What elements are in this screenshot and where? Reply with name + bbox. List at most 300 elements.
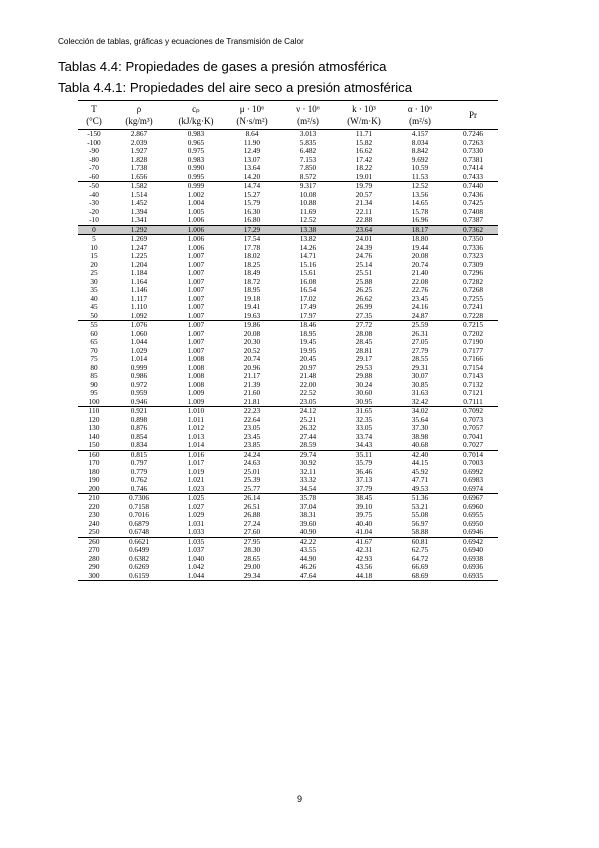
table-cell: 1.292	[130, 224, 148, 234]
table-cell: 120	[88, 414, 100, 424]
table-cell: 29.74	[299, 449, 317, 459]
table-cell: 14.20	[243, 171, 261, 181]
table-cell: 42.40	[411, 449, 429, 459]
table-cell: 26.99	[355, 302, 373, 311]
table-cell: 0.762	[130, 475, 148, 484]
table-cell: -70	[89, 163, 99, 172]
table-cell: 19.18	[243, 293, 261, 303]
table-cell: 2.867	[130, 129, 148, 138]
table-cell: 0.965	[187, 137, 205, 147]
table-cell: 1.029	[187, 510, 205, 519]
table-cell: 0.876	[130, 423, 148, 432]
table-cell: 23.85	[243, 440, 261, 449]
table-cell: 0.7092	[462, 406, 484, 415]
column-unit: (kg/m³)	[125, 116, 153, 126]
table-cell: 9.317	[299, 181, 317, 190]
table-cell: 0.7414	[462, 163, 484, 172]
table-cell: 30.60	[355, 388, 373, 397]
table-cell: 18.72	[243, 276, 261, 286]
table-cell: 35.64	[411, 414, 429, 424]
table-cell: 25.01	[243, 466, 261, 476]
table-cell: 1.004	[187, 198, 205, 207]
table-cell: 0.7121	[462, 388, 484, 397]
table-cell: 1.021	[187, 475, 205, 484]
table-cell: 44.90	[299, 553, 317, 563]
table-cell: 27.44	[299, 431, 317, 441]
table-cell: 1.008	[187, 354, 205, 363]
table-cell: 240	[88, 518, 100, 528]
table-cell: 0.6974	[462, 483, 484, 493]
table-cell: 45.92	[411, 466, 429, 476]
table-cell: 29.34	[243, 570, 261, 580]
table-cell: 60.81	[411, 536, 429, 546]
table-cell: 0.7041	[462, 431, 484, 441]
table-cell: 300	[88, 570, 100, 580]
table-cell: -100	[87, 137, 101, 147]
table-cell: 42.93	[355, 553, 373, 563]
table-cell: 0.7027	[462, 440, 484, 449]
table-cell: 0.7255	[462, 293, 484, 303]
table-cell: 0.7263	[462, 137, 484, 147]
table-cell: 30.07	[411, 371, 429, 380]
table-cell: 0.7228	[462, 310, 484, 320]
table-cell: 1.014	[187, 440, 205, 449]
table-cell: -50	[89, 181, 99, 190]
table-cell: 19.79	[355, 181, 373, 190]
table-row	[78, 312, 498, 321]
table-cell: 0.946	[130, 396, 148, 406]
table-cell: 17.29	[243, 224, 261, 234]
table-cell: 22.00	[299, 379, 317, 389]
table-cell: 18.95	[299, 328, 317, 338]
table-cell: 0.7003	[462, 458, 484, 467]
table-cell: 1.247	[130, 242, 148, 252]
table-cell: 0.6983	[462, 475, 484, 484]
table-cell: 0.7433	[462, 171, 484, 181]
table-cell: 1.008	[187, 371, 205, 380]
table-cell: 1.738	[130, 163, 148, 172]
table-cell: 0.7158	[128, 501, 150, 511]
table-cell: 0.7014	[462, 449, 484, 459]
table-cell: 0.6936	[462, 562, 484, 571]
running-header: Colección de tablas, gráficas y ecuaciones de Transmisión de Calor	[58, 37, 304, 46]
table-cell: 1.042	[187, 562, 205, 571]
table-cell: 18.02	[243, 251, 261, 260]
column-header	[336, 101, 392, 129]
table-cell: 26.31	[411, 328, 429, 338]
table-cell: 1.452	[130, 198, 148, 207]
table-cell: 29.31	[411, 362, 429, 372]
table-cell: 22.23	[243, 406, 261, 415]
table-cell: 0.7362	[462, 224, 484, 234]
table-cell: 24.39	[355, 242, 373, 252]
table-cell: 20.57	[355, 189, 373, 199]
column-unit: (kJ/kg·K)	[178, 116, 214, 126]
table-cell: 40.68	[411, 440, 429, 449]
table-cell: 28.59	[299, 440, 317, 449]
table-cell: 28.65	[243, 553, 261, 563]
table-cell: 1.007	[187, 251, 205, 260]
table-cell: 27.79	[411, 345, 429, 355]
table-cell: 32.42	[411, 396, 429, 406]
table-cell: 49.53	[411, 483, 429, 493]
table-cell: 20.30	[243, 337, 261, 346]
table-cell: 1.007	[187, 268, 205, 277]
table-cell: -20	[89, 206, 99, 216]
table-cell: 0.6938	[462, 553, 484, 563]
table-cell: 16.54	[299, 285, 317, 294]
table-cell: 0.7350	[462, 234, 484, 243]
table-cell: 10.08	[299, 189, 317, 199]
table-cell: 0.6992	[462, 466, 484, 476]
table-cell: 220	[88, 501, 100, 511]
air-properties-table	[78, 100, 498, 581]
table-cell: 40.90	[299, 527, 317, 536]
table-cell: 0.986	[130, 371, 148, 380]
table-cell: 1.204	[130, 259, 148, 269]
table-cell: 0.7282	[462, 276, 484, 286]
table-cell: 180	[88, 466, 100, 476]
table-cell: 28.81	[355, 345, 373, 355]
table-cell: 14.26	[299, 242, 317, 252]
table-cell: 65	[90, 337, 98, 346]
table-cell: 18.95	[243, 285, 261, 294]
table-cell: 1.007	[187, 302, 205, 311]
table-cell: 1.023	[187, 483, 205, 493]
table-cell: 0.7309	[462, 259, 484, 269]
table-cell: 39.10	[355, 501, 373, 511]
table-cell: 1.269	[130, 234, 148, 243]
table-cell: 27.95	[243, 536, 261, 546]
table-cell: 21.34	[355, 198, 373, 207]
table-cell: 0.999	[130, 362, 148, 372]
table-cell: 11.90	[243, 137, 261, 147]
table-cell: 22.08	[411, 276, 429, 286]
table-cell: 17.54	[243, 234, 261, 243]
table-cell: 26.51	[243, 501, 261, 511]
table-cell: 0.6940	[462, 545, 484, 554]
table-cell: 35.11	[355, 449, 373, 459]
column-unit: (m²/s)	[409, 116, 431, 126]
table-cell: 66.69	[411, 562, 429, 571]
table-cell: 1.007	[187, 259, 205, 269]
table-cell: 38.31	[299, 510, 317, 519]
table-cell: 1.009	[187, 388, 205, 397]
table-body	[78, 130, 498, 580]
table-cell: 10.88	[299, 198, 317, 207]
table-cell: 26.25	[355, 285, 373, 294]
table-cell: 0.7425	[462, 198, 484, 207]
table-cell: 60	[90, 328, 98, 338]
table-cell: 250	[88, 527, 100, 536]
column-symbol: ν · 10⁶	[296, 104, 320, 114]
table-cell: 50	[90, 310, 98, 320]
table-cell: 23.45	[243, 431, 261, 441]
table-cell: 1.656	[130, 171, 148, 181]
table-cell: 20.52	[243, 345, 261, 355]
table-cell: 3.013	[299, 129, 317, 138]
table-cell: -150	[87, 129, 101, 138]
table-cell: 35	[90, 285, 98, 294]
table-cell: 7.850	[299, 163, 317, 172]
table-cell: 26.14	[243, 493, 261, 502]
table-cell: 25.88	[355, 276, 373, 286]
table-cell: 34.02	[411, 406, 429, 415]
table-cell: 24.24	[243, 449, 261, 459]
table-cell: 29.17	[355, 354, 373, 363]
table-cell: 18.25	[243, 259, 261, 269]
table-cell: 39.60	[299, 518, 317, 528]
table-cell: 0.815	[130, 449, 148, 459]
table-row	[78, 216, 498, 225]
table-cell: 53.21	[411, 501, 429, 511]
table-cell: 15.27	[243, 189, 261, 199]
table-cell: 8.572	[299, 171, 317, 181]
table-cell: 19.44	[411, 242, 429, 252]
table-cell: 1.225	[130, 251, 148, 260]
table-cell: 270	[88, 545, 100, 554]
table-cell: 1.006	[187, 215, 205, 224]
table-cell: 0.7132	[462, 379, 484, 389]
table-cell: 30	[90, 276, 98, 286]
column-unit: (°C)	[86, 116, 102, 126]
table-cell: 70	[90, 345, 98, 355]
table-cell: 11.71	[355, 129, 373, 138]
table-cell: 0.6621	[128, 536, 150, 546]
table-cell: 19.01	[355, 171, 373, 181]
table-cell: 23.45	[411, 293, 429, 303]
table-cell: 150	[88, 440, 100, 449]
table-cell: 1.044	[130, 337, 148, 346]
column-header	[448, 101, 498, 129]
section-title: Tablas 4.4: Propiedades de gases a presión atmosférica	[58, 59, 387, 74]
table-cell: 30.95	[355, 396, 373, 406]
table-cell: 0.6748	[128, 527, 150, 536]
table-cell: 1.060	[130, 328, 148, 338]
table-cell: 21.48	[299, 371, 317, 380]
table-row	[78, 225, 498, 235]
column-header	[392, 101, 448, 129]
table-cell: 14.71	[299, 251, 317, 260]
table-cell: 29.00	[243, 562, 261, 571]
table-cell: 21.17	[243, 371, 261, 380]
table-cell: 1.019	[187, 466, 205, 476]
table-cell: 18.22	[355, 163, 373, 172]
column-symbol: α · 10⁶	[407, 104, 433, 114]
table-cell: -30	[89, 198, 99, 207]
table-cell: 22.52	[299, 388, 317, 397]
table-cell: 26.88	[243, 510, 261, 519]
table-cell: 1.006	[187, 242, 205, 252]
table-cell: 1.927	[130, 146, 148, 155]
table-cell: 51.36	[411, 493, 429, 502]
table-cell: 1.017	[187, 458, 205, 467]
table-cell: 0.7436	[462, 189, 484, 199]
table-cell: 1.005	[187, 206, 205, 216]
table-cell: 0.6159	[128, 570, 150, 580]
table-cell: 0.6499	[128, 545, 150, 554]
table-cell: 1.009	[187, 396, 205, 406]
table-cell: 75	[90, 354, 98, 363]
table-cell: 1.007	[187, 310, 205, 320]
table-cell: 27.24	[243, 518, 261, 528]
table-cell: 0.7296	[462, 268, 484, 277]
table-cell: 47.71	[411, 475, 429, 484]
table-cell: 35.79	[355, 458, 373, 467]
column-header	[110, 101, 168, 129]
table-cell: 42.22	[299, 536, 317, 546]
table-cell: 90	[90, 379, 98, 389]
table-cell: 55	[90, 320, 98, 329]
table-cell: 0.6935	[462, 570, 484, 580]
table-cell: 1.110	[130, 302, 148, 311]
table-cell: 5	[92, 234, 96, 243]
table-cell: 13.38	[299, 224, 317, 234]
column-unit: (m²/s)	[297, 116, 319, 126]
table-cell: 1.007	[187, 293, 205, 303]
table-cell: 29.88	[355, 371, 373, 380]
table-cell: 12.49	[243, 146, 261, 155]
table-cell: 14.65	[411, 198, 429, 207]
table-cell: 11.69	[299, 206, 317, 216]
table-cell: 0.7016	[128, 510, 150, 519]
table-cell: 110	[88, 406, 100, 415]
table-cell: 0.7073	[462, 414, 484, 424]
table-cell: 27.60	[243, 527, 261, 536]
table-cell: 16.80	[243, 215, 261, 224]
table-cell: 18.17	[411, 224, 429, 234]
table-cell: 1.092	[130, 310, 148, 320]
table-cell: 24.16	[411, 302, 429, 311]
column-symbol: k · 10³	[352, 104, 376, 114]
table-cell: 1.007	[187, 285, 205, 294]
table-cell: 1.007	[187, 337, 205, 346]
table-cell: 28.30	[243, 545, 261, 554]
table-cell: -80	[89, 154, 99, 164]
table-cell: 37.13	[355, 475, 373, 484]
table-cell: 12.52	[411, 181, 429, 190]
table-cell: 20.45	[299, 354, 317, 363]
table-cell: 27.05	[411, 337, 429, 346]
table-cell: 0.6942	[462, 536, 484, 546]
table-cell: 0.6946	[462, 527, 484, 536]
table-cell: 39.75	[355, 510, 373, 519]
table-cell: 12.52	[299, 215, 317, 224]
table-cell: 95	[90, 388, 98, 397]
table-cell: 45	[90, 302, 98, 311]
table-cell: 27.35	[355, 310, 373, 320]
table-cell: 30.92	[299, 458, 317, 467]
table-cell: 20.08	[243, 328, 261, 338]
table-cell: 17.49	[299, 302, 317, 311]
table-cell: 20.08	[411, 251, 429, 260]
table-cell: 8.034	[411, 137, 429, 147]
column-header	[280, 101, 336, 129]
table-row	[78, 173, 498, 182]
table-cell: 0.7190	[462, 337, 484, 346]
table-cell: 290	[88, 562, 100, 571]
table-cell: 15.78	[411, 206, 429, 216]
table-cell: 0.7246	[462, 129, 484, 138]
table-cell: 18.49	[243, 268, 261, 277]
table-row	[78, 572, 498, 581]
table-cell: 85	[90, 371, 98, 380]
column-header	[168, 101, 224, 129]
table-cell: 13.64	[243, 163, 261, 172]
table-cell: 0.921	[130, 406, 148, 415]
table-cell: 0	[92, 224, 96, 234]
table-cell: 0.7241	[462, 302, 484, 311]
table-cell: 47.64	[299, 570, 317, 580]
table-cell: 0.7408	[462, 206, 484, 216]
table-cell: 41.04	[355, 527, 373, 536]
table-cell: 0.7111	[463, 396, 483, 406]
table-cell: 26.62	[355, 293, 373, 303]
table-cell: 25.14	[355, 259, 373, 269]
table-cell: 20.97	[299, 362, 317, 372]
table-cell: 1.008	[187, 379, 205, 389]
table-cell: 21.81	[243, 396, 261, 406]
table-row	[78, 441, 498, 450]
table-cell: 22.64	[243, 414, 261, 424]
table-cell: -90	[89, 146, 99, 155]
table-cell: 0.7166	[462, 354, 484, 363]
table-cell: 20.74	[411, 259, 429, 269]
table-cell: 2.039	[130, 137, 148, 147]
table-cell: 1.037	[187, 545, 205, 554]
table-cell: 35.78	[299, 493, 317, 502]
table-cell: 24.87	[411, 310, 429, 320]
table-cell: 1.394	[130, 206, 148, 216]
table-cell: 38.45	[355, 493, 373, 502]
table-cell: 260	[88, 536, 100, 546]
table-cell: 62.75	[411, 545, 429, 554]
table-cell: 1.582	[130, 181, 148, 190]
table-cell: 0.7330	[462, 146, 484, 155]
table-cell: 80	[90, 362, 98, 372]
column-symbol: Pr	[468, 110, 477, 120]
table-cell: 0.746	[130, 483, 148, 493]
table-cell: 1.514	[130, 189, 148, 199]
table-cell: 41.67	[355, 536, 373, 546]
table-cell: 0.983	[187, 129, 205, 138]
table-cell: -40	[89, 189, 99, 199]
table-cell: 21.60	[243, 388, 261, 397]
table-cell: 24.63	[243, 458, 261, 467]
table-cell: 1.035	[187, 536, 205, 546]
table-cell: 1.076	[130, 320, 148, 329]
page-number: 9	[296, 794, 302, 804]
table-cell: 0.959	[130, 388, 148, 397]
table-cell: 15	[90, 251, 98, 260]
table-cell: 280	[88, 553, 100, 563]
table-cell: 6.482	[299, 146, 317, 155]
table-cell: 0.6382	[128, 553, 150, 563]
table-cell: 16.08	[299, 276, 317, 286]
table-cell: 1.184	[130, 268, 148, 277]
table-cell: 42.31	[355, 545, 373, 554]
table-cell: 0.6879	[128, 518, 150, 528]
table-cell: 0.854	[130, 431, 148, 441]
table-cell: 0.6950	[462, 518, 484, 528]
table-cell: 38.98	[411, 431, 429, 441]
table-cell: 19.41	[243, 302, 261, 311]
table-cell: 100	[88, 396, 100, 406]
table-cell: 21.39	[243, 379, 261, 389]
table-cell: 1.006	[187, 224, 205, 234]
table-cell: 1.146	[130, 285, 148, 294]
table-cell: 58.88	[411, 527, 429, 536]
